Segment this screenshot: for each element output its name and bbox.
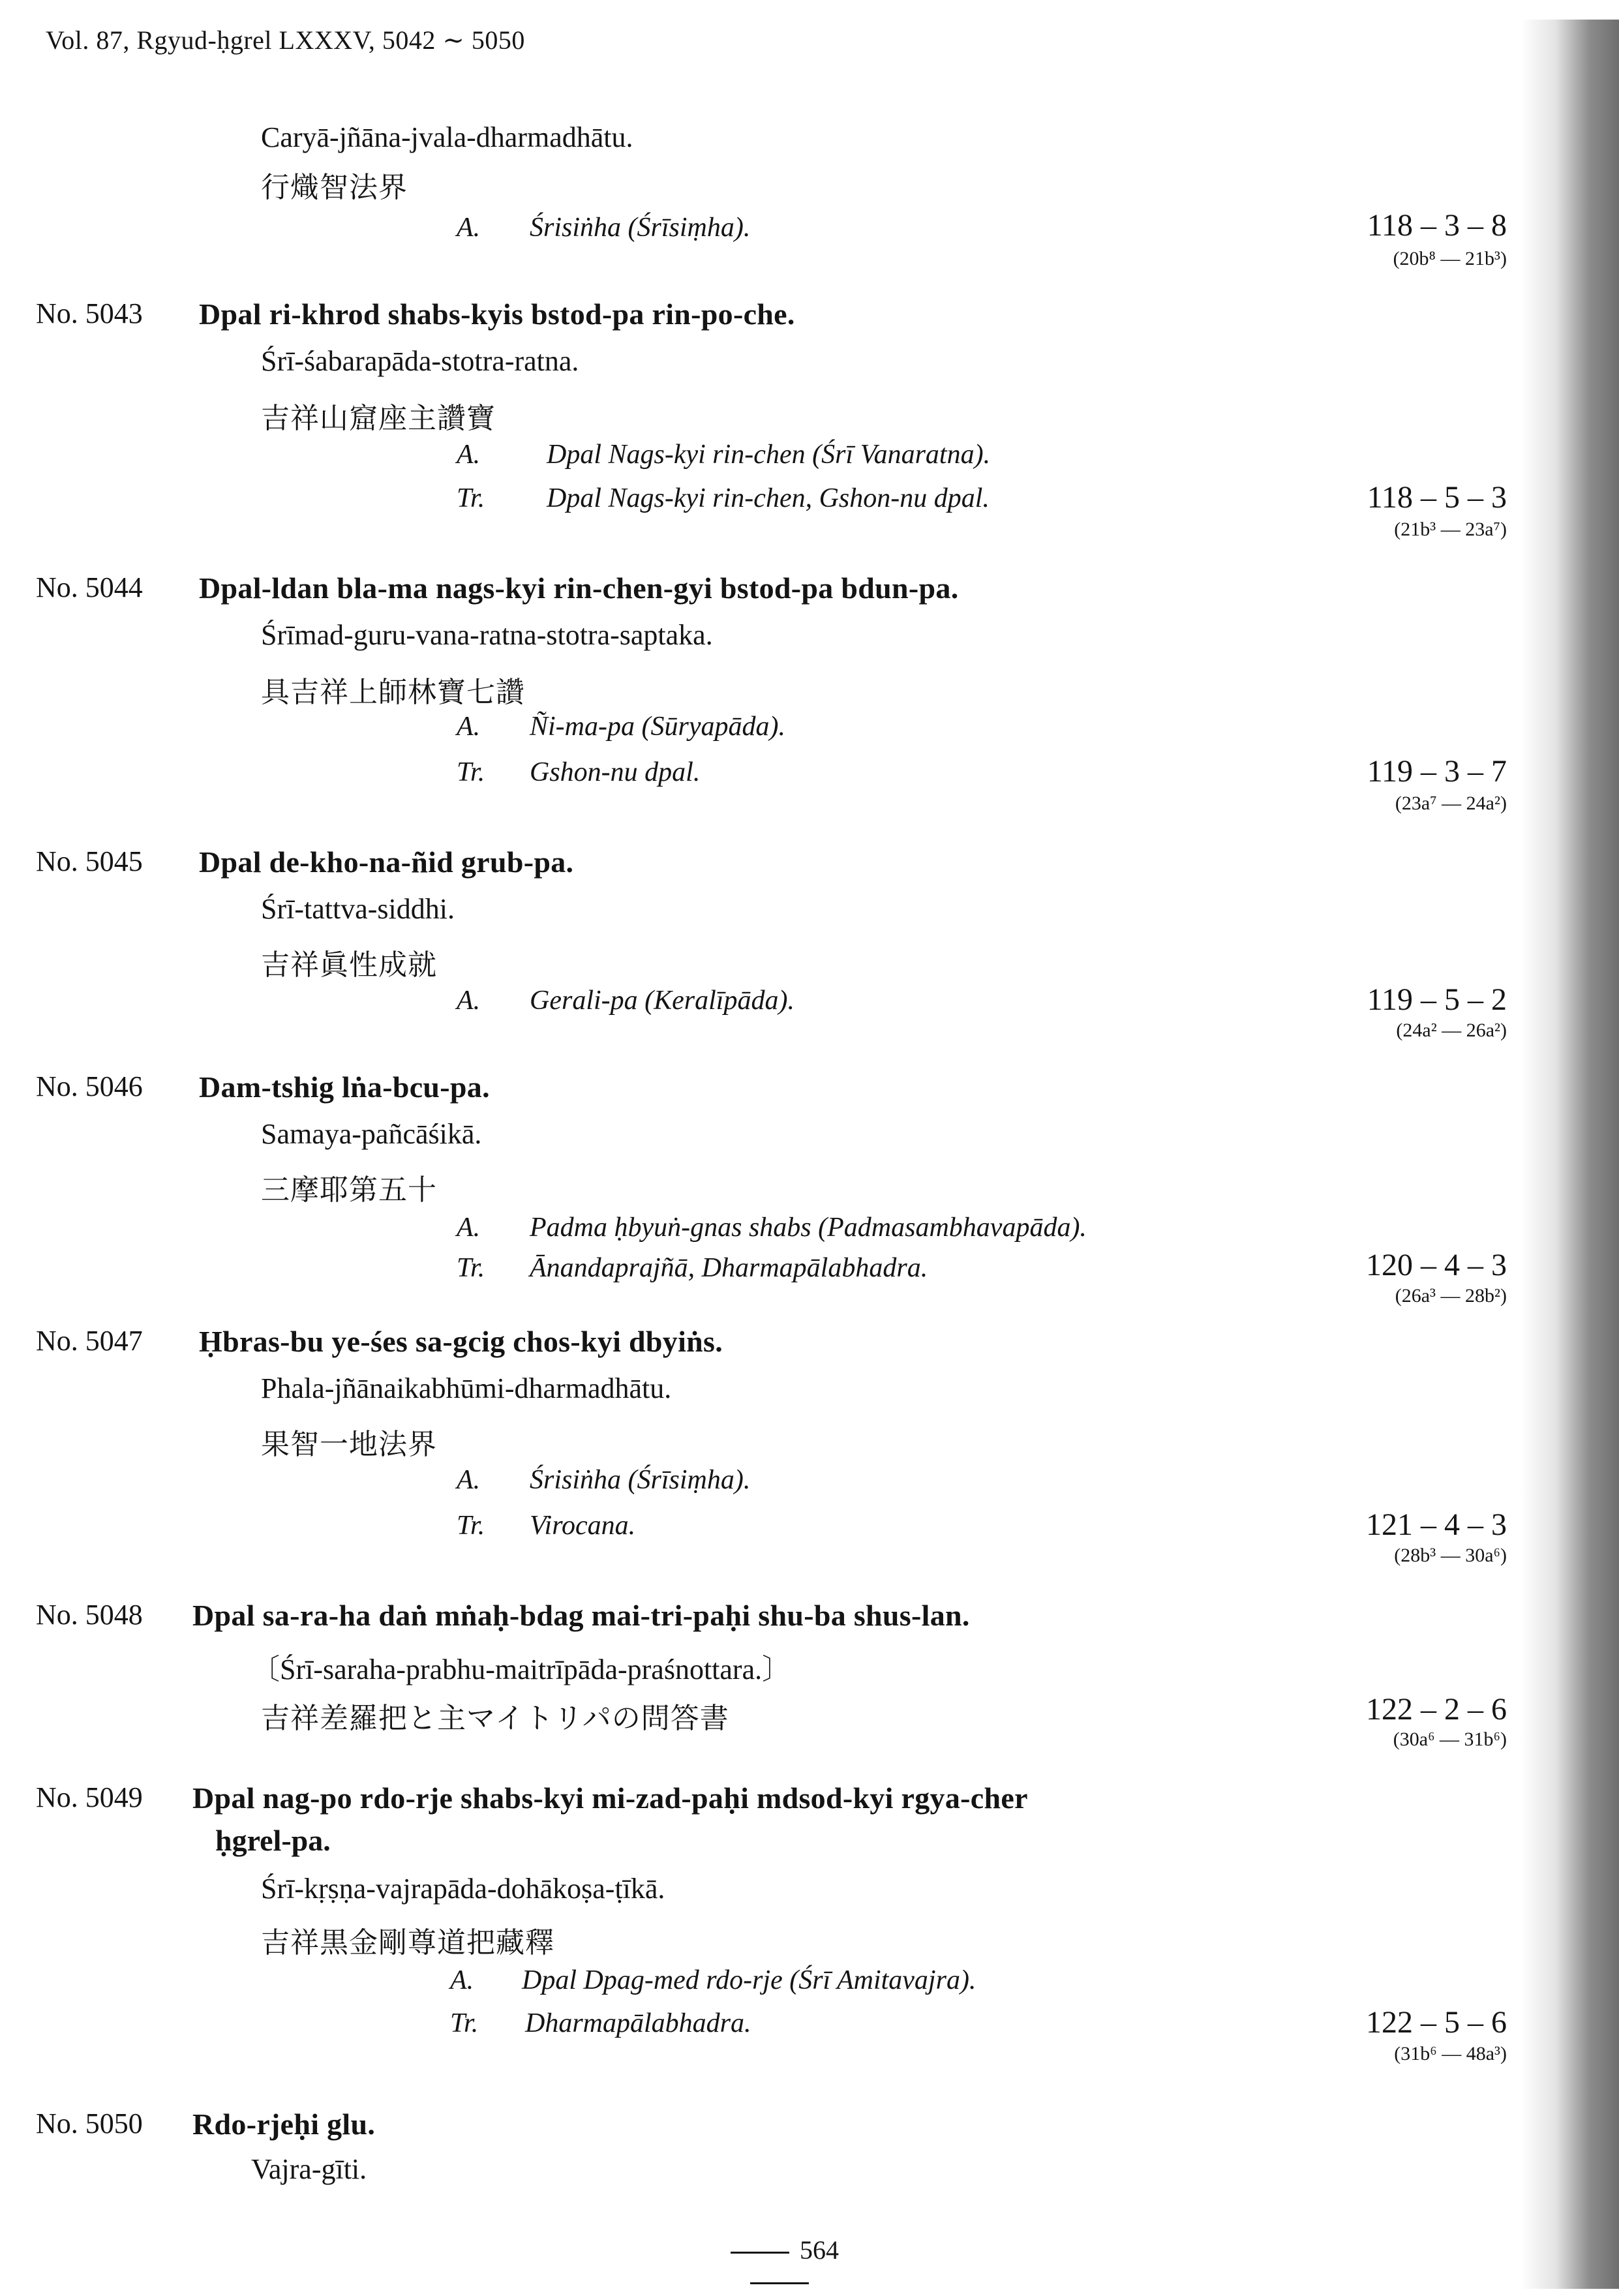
contributor-role: Tr. [457, 1511, 485, 1541]
contributor-name: Padma ḥbyuṅ-gnas shabs (Padmasambhavapāda). [530, 1213, 1087, 1243]
sanskrit-title: Śrī-śabarapāda-stotra-ratna. [261, 345, 579, 377]
entry-title: Rdo-rjeḥi glu. [192, 2107, 376, 2141]
folio-ref: (26a³ — 28b²) [1395, 1285, 1507, 1307]
entry-number: No. 5046 [36, 1070, 143, 1102]
chinese-title: 吉祥黒金剛尊道把藏釋 [261, 1926, 554, 1959]
entry-number: No. 5049 [36, 1781, 143, 1813]
entry-title: Dpal nag-po rdo-rje shabs-kyi mi-zad-paḥi mdsod-kyi rgya-cher [192, 1781, 1028, 1815]
contributor-role: A. [457, 440, 481, 470]
contributor-name: Gerali-pa (Keralīpāda). [530, 986, 794, 1016]
sanskrit-title: 〔Śrī-saraha-prabhu-maitrīpāda-praśnottara.〕 [251, 1654, 791, 1685]
contributor-name: Virocana. [530, 1511, 636, 1541]
entry-number: No. 5044 [36, 571, 143, 603]
chinese-title: 吉祥差羅把と主マイトリパの問答書 [261, 1702, 729, 1735]
location-ref: 118 – 3 – 8 [1367, 208, 1507, 243]
folio-ref: (23a⁷ — 24a²) [1395, 793, 1507, 814]
contributor-role: Tr. [450, 2008, 479, 2038]
location-ref: 118 – 5 – 3 [1367, 480, 1507, 515]
sanskrit-title: Vajra-gīti. [251, 2153, 367, 2185]
contributor-name: Dpal Nags-kyi rin-chen (Śrī Vanaratna). [547, 440, 991, 470]
sanskrit-title: Samaya-pañcāśikā. [261, 1118, 482, 1150]
folio-ref: (21b³ — 23a⁷) [1394, 519, 1507, 540]
scan-edge-shadow [1521, 20, 1619, 2289]
entry-number: No. 5045 [36, 845, 143, 877]
folio-ref: (28b³ — 30a⁶) [1394, 1545, 1507, 1566]
chinese-title: 三摩耶第五十 [261, 1173, 437, 1207]
entry-title: Dpal de-kho-na-ñid grub-pa. [199, 845, 574, 879]
page-number: 564 [800, 2235, 839, 2265]
contributor-name: Ñi-ma-pa (Sūryapāda). [530, 712, 785, 742]
contributor-role: Tr. [457, 483, 485, 513]
footer-dash-right [750, 2282, 809, 2284]
chinese-title: 吉祥山窟座主讚寶 [261, 402, 496, 435]
contributor-name: Dharmapālabhadra. [525, 2008, 751, 2038]
entry-title: Dpal ri-khrod shabs-kyis bstod-pa rin-po-che. [199, 297, 795, 331]
chinese-title: 具吉祥上師林寶七讚 [261, 676, 525, 709]
entry-title: Dpal sa-ra-ha daṅ mṅaḥ-bdag mai-tri-paḥi shu-ba shus-lan. [192, 1599, 970, 1632]
contributor-role: A. [457, 986, 481, 1016]
sanskrit-title: Śrī-kṛṣṇa-vajrapāda-dohākoṣa-ṭīkā. [261, 1873, 665, 1905]
page-footer [688, 2235, 871, 2296]
contributor-role: Tr. [457, 757, 485, 787]
sanskrit-title: Śrī-tattva-siddhi. [261, 893, 455, 925]
chinese-title: 行熾智法界 [261, 171, 408, 204]
contributor-role: A. [457, 1465, 481, 1495]
location-ref: 121 – 4 – 3 [1366, 1507, 1507, 1542]
sanskrit-title: Caryā-jñāna-jvala-dharmadhātu. [261, 121, 633, 153]
contributor-role: A. [457, 712, 481, 742]
contributor-name: Śrisiṅha (Śrīsiṃha). [530, 1465, 751, 1495]
contributor-name: Ānandaprajñā, Dharmapālabhadra. [530, 1253, 928, 1283]
contributor-name: Dpal Nags-kyi rin-chen, Gshon-nu dpal. [547, 483, 990, 513]
contributor-role: A. [450, 1965, 474, 1995]
entry-title: Dam-tshig lṅa-bcu-pa. [199, 1070, 490, 1104]
contributor-role: Tr. [457, 1253, 485, 1283]
contributor-name: Śrisiṅha (Śrīsiṃha). [530, 213, 751, 243]
location-ref: 120 – 4 – 3 [1366, 1248, 1507, 1282]
entry-number: No. 5050 [36, 2107, 143, 2139]
chinese-title: 果智一地法界 [261, 1428, 437, 1461]
contributor-name: Gshon-nu dpal. [530, 757, 701, 787]
folio-ref: (30a⁶ — 31b⁶) [1393, 1729, 1507, 1750]
chinese-title: 吉祥眞性成就 [261, 948, 437, 982]
contributor-role: A. [457, 213, 481, 243]
entry-number: No. 5043 [36, 297, 143, 329]
contributor-name: Dpal Dpag-med rdo-rje (Śrī Amitavajra). [522, 1965, 976, 1995]
location-ref: 119 – 5 – 2 [1367, 982, 1507, 1017]
folio-ref: (24a² — 26a²) [1396, 1020, 1507, 1041]
entry-title-continued: ḥgrel-pa. [215, 1824, 331, 1857]
sanskrit-title: Phala-jñānaikabhūmi-dharmadhātu. [261, 1372, 672, 1404]
contributor-role: A. [457, 1213, 481, 1243]
entry-title: Dpal-ldan bla-ma nags-kyi rin-chen-gyi bstod-pa bdun-pa. [199, 571, 959, 605]
entry-number: No. 5047 [36, 1325, 143, 1357]
location-ref: 119 – 3 – 7 [1367, 754, 1507, 789]
footer-dash-left [731, 2252, 789, 2254]
location-ref: 122 – 2 – 6 [1366, 1692, 1507, 1727]
folio-ref: (20b⁸ — 21b³) [1393, 248, 1507, 269]
sanskrit-title: Śrīmad-guru-vana-ratna-stotra-saptaka. [261, 619, 713, 651]
page-header: Vol. 87, Rgyud-ḥgrel LXXXV, 5042 ∼ 5050 [46, 25, 525, 55]
entry-number: No. 5048 [36, 1599, 143, 1631]
entry-title: Ḥbras-bu ye-śes sa-gcig chos-kyi dbyiṅs. [199, 1325, 723, 1358]
location-ref: 122 – 5 – 6 [1366, 2005, 1507, 2040]
folio-ref: (31b⁶ — 48a³) [1394, 2043, 1507, 2064]
